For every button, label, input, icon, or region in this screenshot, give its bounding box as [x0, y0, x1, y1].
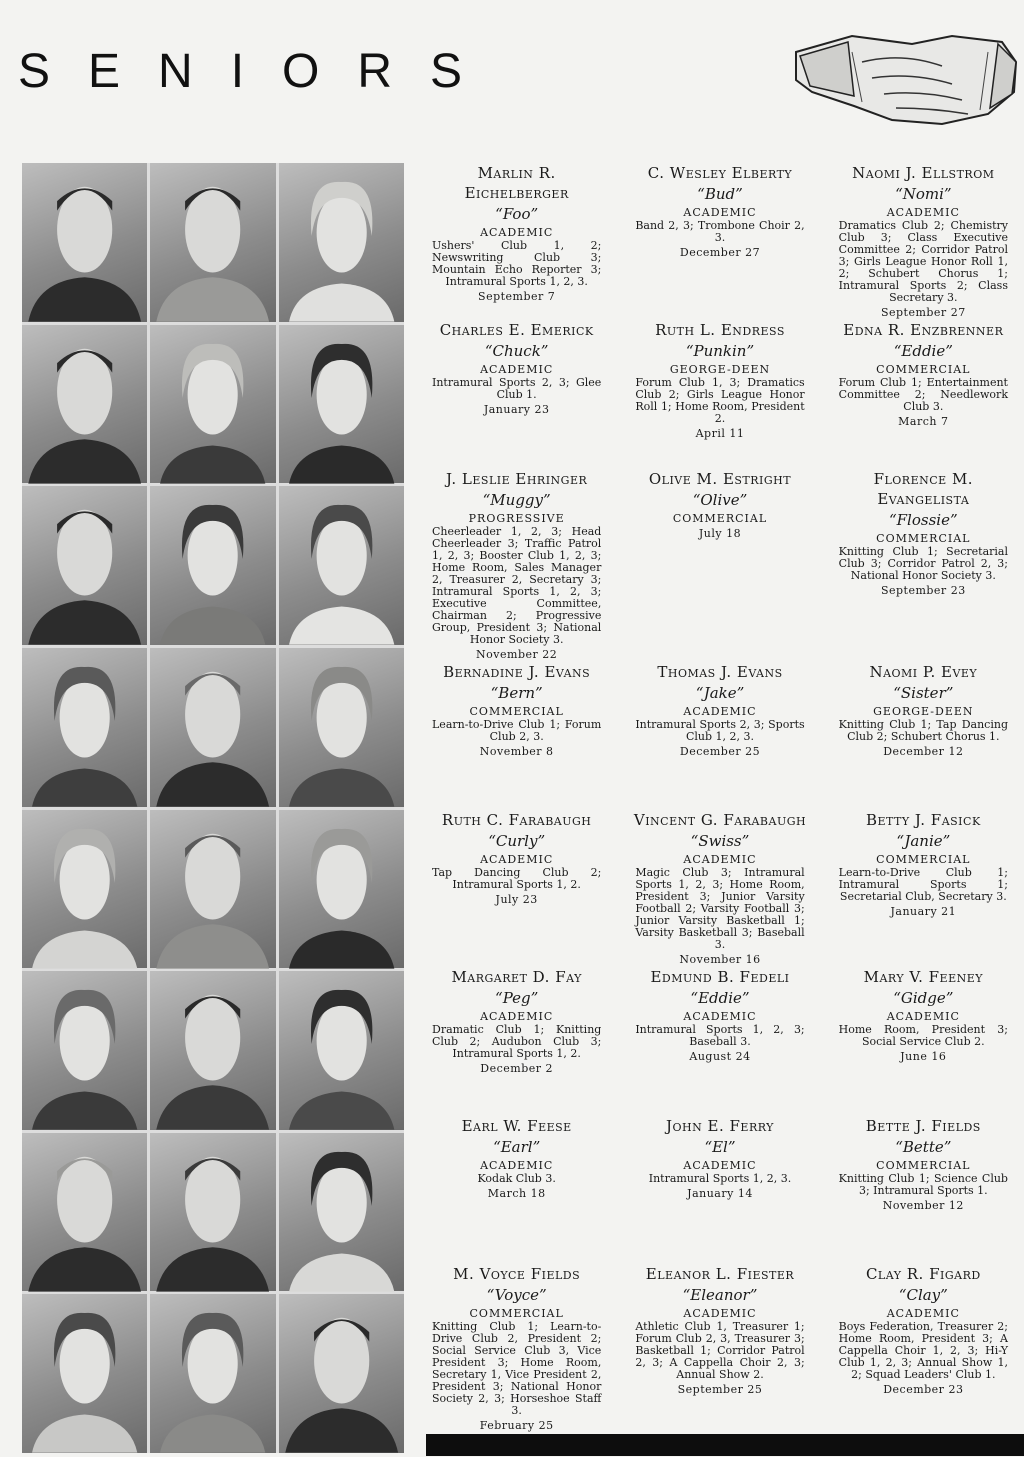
- student-name: Earl W. Feese: [461, 1116, 572, 1135]
- student-course: COMMERCIAL: [876, 1158, 971, 1172]
- student-activities: Learn-to-Drive Club 1; Intramural Sports 1; Secretarial Club, Secretary 3.: [838, 866, 1008, 903]
- student-name: C. Wesley Elberty: [647, 164, 793, 182]
- student-name: Olive M. Estright: [648, 469, 792, 488]
- student-birthday: November 8: [479, 744, 554, 758]
- student-name: Ruth C. Farabaugh: [441, 811, 592, 829]
- student-nickname: “Clay”: [898, 1286, 948, 1304]
- portrait-eichelberger: [22, 163, 147, 322]
- portrait-t-evans: [150, 648, 275, 807]
- student-name: Marlin R. Eichelberger: [464, 164, 569, 202]
- student-bio: [623, 1264, 816, 1433]
- student-activities: Band 2, 3; Trombone Choir 2, 3.: [635, 219, 805, 244]
- portrait-b-fields: [279, 1133, 404, 1292]
- student-bio: [827, 1264, 1020, 1433]
- student-activities: Intramural Sports 1, 2, 3.: [648, 1171, 792, 1185]
- student-nickname: “Curly”: [488, 832, 546, 850]
- student-name: Bernadine J. Evans: [443, 662, 591, 681]
- portrait-m-fields: [22, 1294, 147, 1453]
- portrait-enzbrenner: [279, 325, 404, 484]
- student-course: ACADEMIC: [886, 206, 960, 219]
- student-birthday: July 18: [698, 526, 742, 540]
- portrait-figard: [279, 1294, 404, 1453]
- portrait-evey: [279, 648, 404, 807]
- student-name: Naomi P. Evey: [869, 662, 978, 681]
- student-course: ACADEMIC: [886, 1307, 960, 1320]
- student-bio: [623, 967, 816, 1116]
- student-nickname: “Sister”: [893, 683, 954, 702]
- student-birthday: March 7: [898, 415, 949, 428]
- student-birthday: December 2: [480, 1062, 554, 1075]
- student-bio: [420, 1264, 613, 1433]
- student-course: ACADEMIC: [683, 704, 757, 718]
- student-activities: Tap Dancing Club 2; Intramural Sports 1, 2.: [432, 866, 602, 891]
- student-course: GEORGE-DEEN: [873, 704, 974, 718]
- student-course: ACADEMIC: [886, 1010, 960, 1023]
- student-bio: [420, 163, 613, 320]
- student-birthday: September 23: [880, 583, 966, 597]
- portrait-ellstrom: [279, 163, 404, 322]
- student-nickname: “Nomi”: [895, 185, 952, 203]
- student-birthday: August 24: [689, 1050, 751, 1063]
- student-activities: Knitting Club 1; Tap Dancing Club 2; Schubert Chorus 1.: [838, 717, 1008, 743]
- student-bio: [827, 320, 1020, 469]
- student-activities: Knitting Club 1; Learn-to-Drive Club 2, President 2; Social Service Club 3, Vice President 3; Home Room, Secretary 1, Vice President 2, President 3; National Honor Society 2, 3; Horseshoe Staff 3.: [432, 1320, 602, 1417]
- student-name: Thomas J. Evans: [657, 662, 783, 681]
- student-name: Bette J. Fields: [865, 1116, 981, 1135]
- student-bio: [420, 1116, 613, 1265]
- student-course: GEORGE-DEEN: [669, 363, 771, 376]
- student-birthday: January 21: [890, 905, 957, 918]
- student-birthday: September 7: [478, 290, 556, 303]
- student-birthday: January 23: [483, 403, 550, 416]
- student-bio: [623, 163, 816, 320]
- student-birthday: February 25: [479, 1419, 554, 1432]
- student-bio: [420, 469, 613, 662]
- student-course: ACADEMIC: [480, 853, 554, 866]
- student-name: M. Voyce Fields: [453, 1265, 581, 1283]
- bottom-bar: [426, 1434, 1024, 1456]
- student-name: Edna R. Enzbrenner: [843, 321, 1004, 339]
- student-name: Charles E. Emerick: [439, 321, 594, 339]
- student-name: Florence M. Evangelista: [873, 469, 974, 508]
- student-birthday: November 12: [882, 1198, 964, 1212]
- senior-bios: [420, 163, 1020, 1433]
- student-course: ACADEMIC: [683, 206, 757, 219]
- portrait-fay: [22, 971, 147, 1130]
- student-bio: [827, 662, 1020, 811]
- student-course: COMMERCIAL: [876, 363, 971, 376]
- student-bio: [623, 662, 816, 811]
- student-birthday: December 12: [883, 744, 964, 758]
- student-activities: Intramural Sports 2, 3; Glee Club 1.: [432, 376, 602, 401]
- student-birthday: September 25: [677, 1383, 763, 1396]
- handshake-icon: [792, 22, 1020, 132]
- student-name: Mary V. Feeney: [863, 968, 984, 986]
- student-name: Betty J. Fasick: [865, 811, 981, 829]
- student-course: COMMERCIAL: [876, 853, 971, 866]
- portrait-fasick: [279, 810, 404, 969]
- student-activities: Home Room, President 3; Social Service Club 2.: [838, 1023, 1008, 1048]
- student-birthday: March 18: [487, 1186, 546, 1200]
- portrait-endress: [150, 325, 275, 484]
- student-nickname: “Olive”: [692, 490, 748, 509]
- student-nickname: “Earl”: [493, 1137, 541, 1156]
- student-bio: [420, 320, 613, 469]
- student-nickname: “Peg”: [495, 989, 539, 1007]
- student-course: ACADEMIC: [480, 363, 554, 376]
- portrait-v-farabaugh: [150, 810, 275, 969]
- student-course: ACADEMIC: [683, 1158, 757, 1172]
- student-course: COMMERCIAL: [876, 531, 971, 545]
- student-activities: Cheerleader 1, 2, 3; Head Cheerleader 3; Traffic Patrol 1, 2, 3; Booster Club 1, 2, 3; Home Room, Sales Manager 2, Treasurer 2, Secretary 3; Intramural Sports 1, 2, 3; Executive Committee, Chairman 2; Progressive Group, President 3; National Honor Society 3.: [432, 524, 602, 646]
- student-bio: [623, 810, 816, 967]
- student-name: Margaret D. Fay: [451, 968, 582, 986]
- student-name: Vincent G. Farabaugh: [633, 811, 807, 829]
- student-bio: [827, 810, 1020, 967]
- student-nickname: “Bette”: [895, 1137, 952, 1156]
- student-activities: Ushers' Club 1, 2; Newswriting Club 3; Mountain Echo Reporter 3; Intramural Sports 1, 2, 3.: [432, 239, 602, 288]
- portrait-b-evans: [22, 648, 147, 807]
- portrait-emerick: [22, 325, 147, 484]
- student-bio: [623, 469, 816, 662]
- portrait-feese: [22, 1133, 147, 1292]
- student-course: ACADEMIC: [480, 1010, 554, 1023]
- student-activities: Athletic Club 1, Treasurer 1; Forum Club 2, 3, Treasurer 3; Basketball 1; Corridor Patrol 2, 3; A Cappella Choir 2, 3; Annual Show 2.: [635, 1320, 805, 1381]
- student-activities: Kodak Club 3.: [477, 1171, 556, 1185]
- student-nickname: “Muggy”: [482, 490, 551, 509]
- student-name: Clay R. Figard: [865, 1265, 981, 1283]
- student-course: ACADEMIC: [683, 853, 757, 866]
- portrait-evangelista: [279, 486, 404, 645]
- student-nickname: “Gidge”: [893, 989, 954, 1007]
- student-course: ACADEMIC: [480, 226, 554, 239]
- portrait-estright: [150, 486, 275, 645]
- student-nickname: “Swiss”: [690, 832, 750, 850]
- student-nickname: “El”: [704, 1137, 736, 1156]
- student-activities: Dramatics Club 2; Chemistry Club 3; Class Executive Committee 2; Corridor Patrol 3; Girls League Honor Roll 1, 2; Schubert Chorus 1; Intramural Sports 2; Class Secretary 3.: [838, 219, 1008, 304]
- student-nickname: “Eddie”: [893, 342, 953, 360]
- student-nickname: “Jake”: [695, 683, 745, 702]
- student-birthday: November 22: [476, 647, 558, 661]
- student-name: Edmund B. Fedeli: [650, 968, 790, 986]
- student-nickname: “Foo”: [495, 205, 539, 223]
- student-bio: [623, 320, 816, 469]
- student-birthday: April 11: [695, 427, 745, 440]
- student-activities: Magic Club 3; Intramural Sports 1, 2, 3; Home Room, President 3; Junior Varsity Football 2; Varsity Football 3; Junior Varsity Basketball 1; Varsity Basketball 3; Baseball 3.: [635, 866, 805, 951]
- student-bio: [827, 967, 1020, 1116]
- student-bio: [420, 662, 613, 811]
- student-bio: [827, 163, 1020, 320]
- page-title: SENIORS: [18, 45, 501, 98]
- portrait-feeney: [279, 971, 404, 1130]
- portrait-grid: [22, 163, 404, 1453]
- student-course: PROGRESSIVE: [468, 511, 565, 525]
- portrait-r-farabaugh: [22, 810, 147, 969]
- student-activities: Intramural Sports 1, 2, 3; Baseball 3.: [635, 1023, 805, 1048]
- student-activities: Knitting Club 1; Science Club 3; Intramural Sports 1.: [838, 1171, 1008, 1197]
- student-name: Ruth L. Endress: [655, 321, 785, 339]
- student-bio: [827, 469, 1020, 662]
- student-activities: Forum Club 1, 3; Dramatics Club 2; Girls League Honor Roll 1; Home Room, President 2.: [635, 376, 805, 425]
- student-birthday: September 27: [880, 306, 966, 319]
- student-course: COMMERCIAL: [469, 704, 564, 718]
- student-course: ACADEMIC: [683, 1010, 757, 1023]
- student-name: John E. Ferry: [666, 1116, 774, 1135]
- student-birthday: June 16: [900, 1050, 947, 1063]
- student-bio: [420, 810, 613, 967]
- student-birthday: December 23: [883, 1383, 964, 1396]
- student-name: Eleanor L. Fiester: [645, 1265, 795, 1283]
- student-name: J. Leslie Ehringer: [446, 469, 588, 488]
- student-nickname: “Eleanor”: [682, 1286, 758, 1304]
- student-course: ACADEMIC: [683, 1307, 757, 1320]
- portrait-fiester: [150, 1294, 275, 1453]
- student-nickname: “Eddie”: [690, 989, 750, 1007]
- student-activities: Learn-to-Drive Club 1; Forum Club 2, 3.: [432, 717, 602, 743]
- student-nickname: “Bern”: [490, 683, 543, 702]
- student-course: COMMERCIAL: [469, 1307, 564, 1320]
- student-nickname: “Punkin”: [685, 342, 755, 360]
- portrait-ferry: [150, 1133, 275, 1292]
- student-birthday: July 23: [495, 893, 538, 906]
- student-birthday: November 16: [679, 953, 761, 966]
- student-bio: [827, 1116, 1020, 1265]
- portrait-ehringer: [22, 486, 147, 645]
- student-birthday: December 27: [679, 246, 761, 259]
- student-name: Naomi J. Ellstrom: [852, 164, 995, 182]
- student-activities: Knitting Club 1; Secretarial Club 3; Corridor Patrol 2, 3; National Honor Society 3.: [838, 544, 1008, 582]
- student-bio: [420, 967, 613, 1116]
- student-activities: Forum Club 1; Entertainment Committee 2; Needlework Club 3.: [838, 376, 1008, 413]
- portrait-fedeli: [150, 971, 275, 1130]
- student-activities: Boys Federation, Treasurer 2; Home Room, President 3; A Cappella Choir 1, 2, 3; Hi-Y Club 1, 2, 3; Annual Show 1, 2; Squad Leaders' Club 1.: [838, 1320, 1008, 1381]
- student-activities: Intramural Sports 2, 3; Sports Club 1, 2, 3.: [635, 717, 805, 743]
- student-nickname: “Flossie”: [888, 510, 958, 529]
- student-course: COMMERCIAL: [672, 511, 768, 525]
- student-birthday: January 14: [687, 1186, 753, 1200]
- student-course: ACADEMIC: [480, 1158, 554, 1172]
- student-nickname: “Janie”: [896, 832, 951, 850]
- student-activities: Dramatic Club 1; Knitting Club 2; Audubon Club 3; Intramural Sports 1, 2.: [432, 1023, 602, 1060]
- student-birthday: December 25: [679, 744, 761, 758]
- student-nickname: “Bud”: [697, 185, 743, 203]
- portrait-elberty: [150, 163, 275, 322]
- student-nickname: “Chuck”: [484, 342, 549, 360]
- student-bio: [623, 1116, 816, 1265]
- student-nickname: “Voyce”: [486, 1286, 547, 1304]
